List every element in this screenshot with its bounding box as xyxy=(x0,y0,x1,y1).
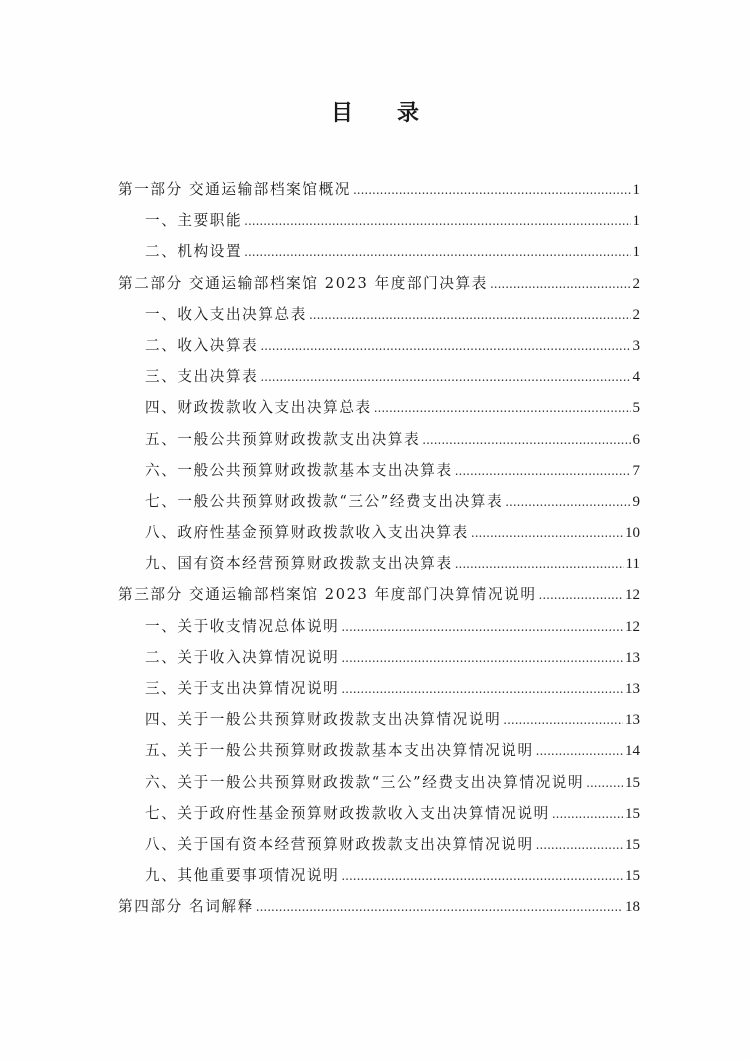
toc-section-entry[interactable] xyxy=(118,519,640,550)
toc-section-entry[interactable] xyxy=(118,769,640,800)
toc-page-number: 1 xyxy=(632,182,640,198)
toc-dot-leader xyxy=(374,394,631,422)
toc-page-number: 7 xyxy=(632,462,640,479)
toc-page-number: 9 xyxy=(632,493,640,510)
toc-entry-label: 四、财政拨款收入支出决算总表 xyxy=(145,399,372,417)
toc-section-entry[interactable] xyxy=(118,675,640,706)
toc-entry-label: 九、国有资本经营预算财政拨款支出决算表 xyxy=(145,555,453,573)
toc-page-number: 15 xyxy=(625,774,640,791)
toc-dot-leader xyxy=(552,800,623,828)
toc-page-number: 2 xyxy=(632,275,640,292)
toc-entry-label: 第一部分 交通运输部档案馆概况 xyxy=(118,181,351,198)
toc-dot-leader xyxy=(309,301,631,329)
title-char-left: 目 xyxy=(330,101,353,126)
toc-part-entry[interactable] xyxy=(118,581,640,612)
toc-page-number: 11 xyxy=(625,556,640,573)
toc-dot-leader xyxy=(539,581,623,609)
toc-page-number: 12 xyxy=(625,618,640,635)
toc-entry-label: 一、主要职能 xyxy=(145,212,243,230)
toc-entry-label: 第二部分 交通运输部档案馆 2023 年度部门决算表 xyxy=(118,274,488,292)
toc-dot-leader xyxy=(353,176,631,204)
toc-dot-leader xyxy=(341,613,623,641)
toc-dot-leader xyxy=(455,550,624,578)
toc-entry-label: 一、收入支出决算总表 xyxy=(145,305,307,323)
toc-entry-label: 二、收入决算表 xyxy=(145,336,259,354)
toc-entry-label: 六、一般公共预算财政拨款基本支出决算表 xyxy=(145,461,453,479)
toc-section-entry[interactable] xyxy=(118,332,640,363)
toc-entry-label: 三、支出决算表 xyxy=(145,368,259,386)
toc-section-entry[interactable] xyxy=(118,457,640,488)
toc-dot-leader xyxy=(503,706,623,734)
toc-part-entry[interactable] xyxy=(118,270,640,301)
toc-section-entry[interactable] xyxy=(118,550,640,581)
toc-section-entry[interactable] xyxy=(118,426,640,457)
toc-section-entry[interactable] xyxy=(118,800,640,831)
toc-dot-leader xyxy=(260,332,630,360)
toc-page-number: 6 xyxy=(632,431,640,448)
toc-section-entry[interactable] xyxy=(118,207,640,238)
toc-section-entry[interactable] xyxy=(118,301,640,332)
toc-page-number: 13 xyxy=(625,649,640,666)
toc-entry-label: 一、关于收支情况总体说明 xyxy=(145,617,340,635)
toc-dot-leader xyxy=(505,488,630,516)
title-char-right: 录 xyxy=(397,101,420,126)
toc-page-number: 15 xyxy=(625,805,640,822)
toc-dot-leader xyxy=(256,893,623,921)
toc-section-entry[interactable] xyxy=(118,488,640,519)
toc-entry-label: 五、一般公共预算财政拨款支出决算表 xyxy=(145,430,421,448)
toc-dot-leader xyxy=(260,363,630,391)
page-title xyxy=(0,96,750,127)
toc-dot-leader xyxy=(471,519,623,547)
toc-entry-label: 三、关于支出决算情况说明 xyxy=(145,680,340,697)
toc-section-entry[interactable] xyxy=(118,644,640,675)
toc-section-entry[interactable] xyxy=(118,831,640,862)
toc-entry-label: 第三部分 交通运输部档案馆 2023 年度部门决算情况说明 xyxy=(118,586,537,604)
toc-part-entry[interactable] xyxy=(118,176,640,207)
toc-page-number: 18 xyxy=(625,899,640,916)
toc-dot-leader xyxy=(490,270,631,298)
toc-entry-label: 第四部分 名词解释 xyxy=(118,898,254,916)
toc-page-number: 15 xyxy=(625,836,640,853)
toc-dot-leader xyxy=(422,426,630,454)
toc-entry-label: 四、关于一般公共预算财政拨款支出决算情况说明 xyxy=(145,711,502,729)
toc-entry-label: 六、关于一般公共预算财政拨款“三公”经费支出决算情况说明 xyxy=(145,773,585,791)
toc-dot-leader xyxy=(244,238,630,266)
toc-page-number: 1 xyxy=(632,213,640,230)
toc-section-entry[interactable] xyxy=(118,394,640,425)
toc-section-entry[interactable] xyxy=(118,862,640,893)
toc-entry-label: 九、其他重要事项情况说明 xyxy=(145,867,340,885)
toc-dot-leader xyxy=(455,457,631,485)
toc-dot-leader xyxy=(536,737,623,765)
toc-dot-leader xyxy=(536,831,623,859)
toc-entry-label: 二、机构设置 xyxy=(145,243,243,261)
toc-entry-label: 七、关于政府性基金预算财政拨款收入支出决算情况说明 xyxy=(145,804,550,822)
toc-section-entry[interactable] xyxy=(118,613,640,644)
toc-page-number: 12 xyxy=(625,587,640,604)
toc-dot-leader xyxy=(586,769,623,797)
toc-page-number: 15 xyxy=(625,868,640,885)
toc-page-number: 13 xyxy=(625,712,640,729)
toc-entry-label: 五、关于一般公共预算财政拨款基本支出决算情况说明 xyxy=(145,742,534,760)
toc-entry-label: 二、关于收入决算情况说明 xyxy=(145,648,340,666)
toc-page-number: 3 xyxy=(632,337,640,354)
toc-page-number: 4 xyxy=(632,369,640,386)
toc-dot-leader xyxy=(341,862,623,890)
toc-page-number: 13 xyxy=(625,681,640,697)
toc-dot-leader xyxy=(244,207,630,235)
toc-section-entry[interactable] xyxy=(118,238,640,269)
toc-entry-label: 八、关于国有资本经营预算财政拨款支出决算情况说明 xyxy=(145,835,534,853)
toc-page-number: 1 xyxy=(632,244,640,261)
toc-page-number: 14 xyxy=(625,743,640,760)
toc-page-number: 5 xyxy=(632,400,640,417)
toc-section-entry[interactable] xyxy=(118,706,640,737)
toc-section-entry[interactable] xyxy=(118,737,640,768)
toc-page-number: 2 xyxy=(632,306,640,323)
toc-entry-label: 七、一般公共预算财政拨款“三公”经费支出决算表 xyxy=(145,492,504,510)
toc-page-number: 10 xyxy=(625,525,640,542)
table-of-contents xyxy=(118,176,640,925)
toc-part-entry[interactable] xyxy=(118,893,640,924)
toc-dot-leader xyxy=(341,675,623,703)
toc-dot-leader xyxy=(341,644,623,672)
toc-entry-label: 八、政府性基金预算财政拨款收入支出决算表 xyxy=(145,524,469,542)
toc-section-entry[interactable] xyxy=(118,363,640,394)
